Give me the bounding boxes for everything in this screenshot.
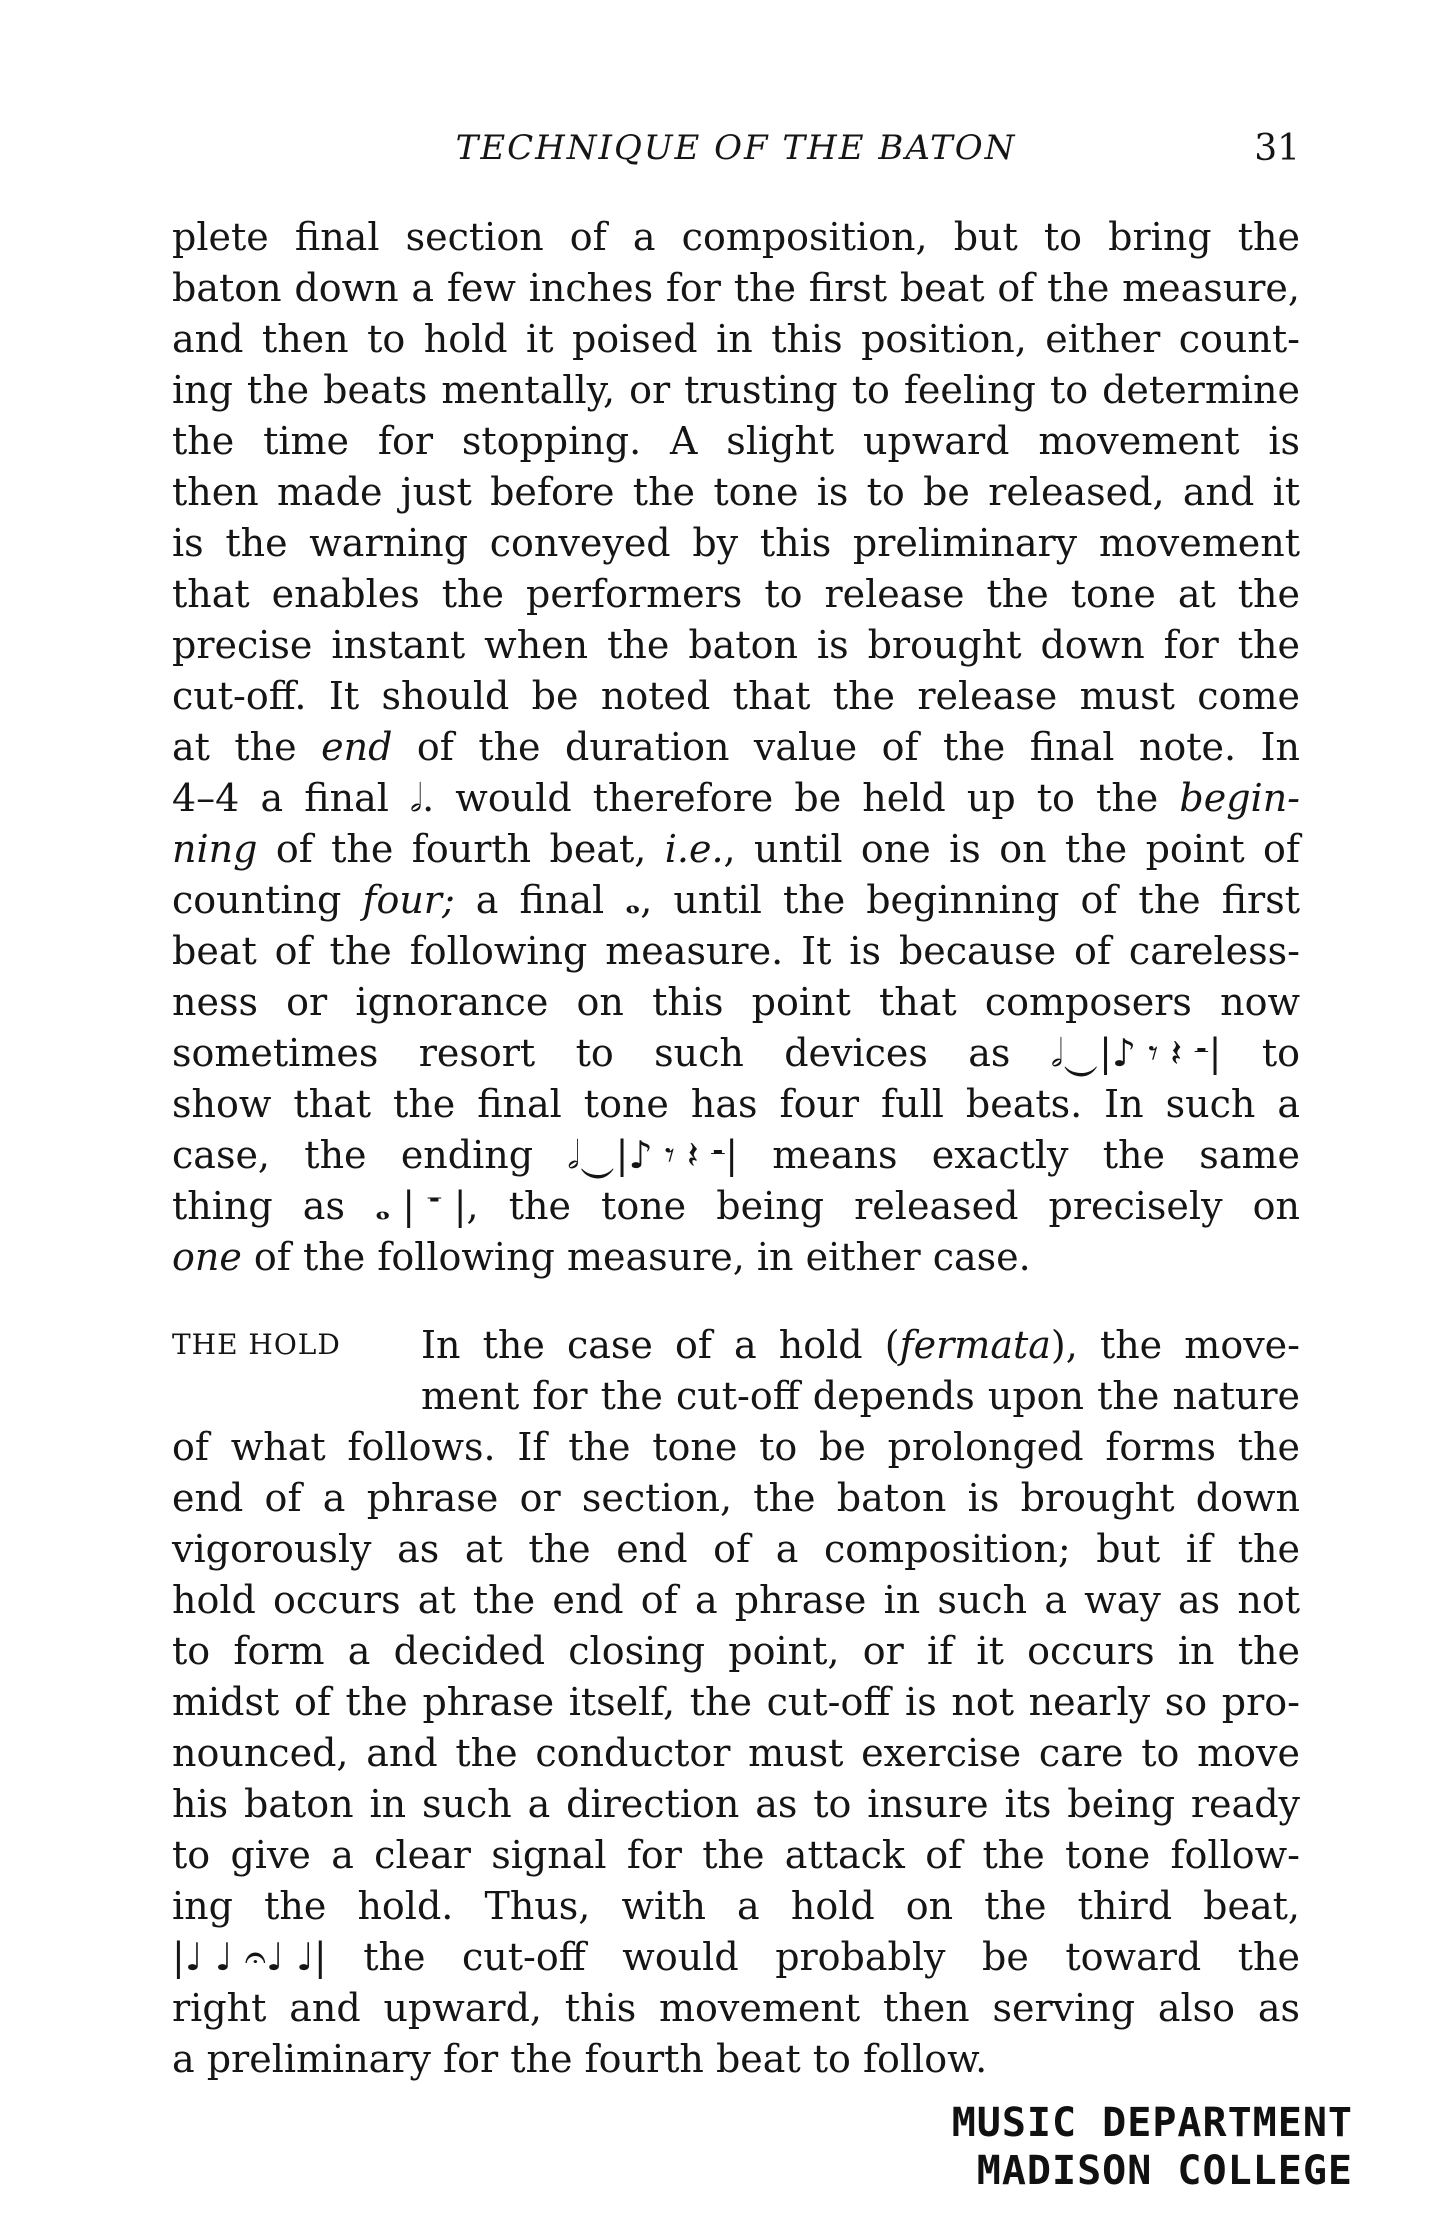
library-stamp-line-2: MADISON COLLEGE (976, 2148, 1353, 2194)
running-title: TECHNIQUE OF THE BATON (455, 128, 1017, 168)
text-line: end of a phrase or section, the baton is brought down (172, 1476, 1300, 1520)
text-line: ing the beats mentally, or trusting to feeling to determine (172, 368, 1300, 412)
music-notation-icon: 𝅝 | 𝄻 | (375, 1184, 467, 1228)
text-line: |♩ ♩ 𝄐♩ ♩| the cut-off would probably be toward the (172, 1932, 1300, 1982)
text-line: beat of the following measure. It is because of careless- (172, 929, 1300, 973)
text-line: ness or ignorance on this point that composers now (172, 980, 1300, 1024)
text-line: midst of the phrase itself, the cut-off is not nearly so pro- (172, 1680, 1300, 1724)
text-line: that enables the performers to release the tone at the (172, 572, 1300, 616)
italic-end: end (321, 725, 393, 769)
text-line: the time for stopping. A slight upward movement is (172, 419, 1300, 463)
text-line: hold occurs at the end of a phrase in such a way as not (172, 1578, 1300, 1622)
text-line: In the case of a hold (fermata), the move- (421, 1323, 1300, 1367)
text-line: then made just before the tone is to be released, and it (172, 470, 1300, 514)
text-line: case, the ending 𝅗𝅥‿|♪ 𝄾 𝄽 𝄼| means exactly the same (172, 1130, 1300, 1180)
text-line: a preliminary for the fourth beat to follow. (172, 2037, 988, 2081)
text-line: to give a clear signal for the attack of the tone follow- (172, 1833, 1300, 1877)
sidehead-the-hold: THE HOLD (172, 1328, 341, 1361)
text-line: nounced, and the conductor must exercise care to move (172, 1731, 1300, 1775)
whole-note-icon: 𝅝 (625, 878, 641, 922)
text-line: and then to hold it poised in this position, either count- (172, 317, 1300, 361)
text-line: baton down a few inches for the first beat of the measure, (172, 266, 1300, 310)
dotted-half-note-icon: 𝅗𝅥. (410, 776, 435, 820)
music-notation-icon: 𝅗𝅥‿|♪ 𝄾 𝄽 𝄼| (567, 1133, 739, 1177)
music-notation-icon: |♩ ♩ 𝄐♩ ♩| (172, 1935, 327, 1979)
text-line: to form a decided closing point, or if it occurs in the (172, 1629, 1300, 1673)
music-notation-icon: 𝅗𝅥‿|♪ 𝄾 𝄽 𝄼| (1050, 1031, 1222, 1075)
text-line: ing the hold. Thus, with a hold on the third beat, (172, 1884, 1300, 1928)
text-line: his baton in such a direction as to insure its being ready (172, 1782, 1300, 1826)
text-line: one of the following measure, in either case. (172, 1235, 1031, 1279)
page-number: 31 (1254, 128, 1300, 169)
text-line: thing as 𝅝 | 𝄻 |, the tone being released precisely on (172, 1181, 1300, 1231)
text-line: right and upward, this movement then serving also as (172, 1986, 1300, 2030)
text-line: sometimes resort to such devices as 𝅗𝅥‿|♪ 𝄾 𝄽 𝄼| to (172, 1028, 1300, 1078)
text-line: show that the final tone has four full beats. In such a (172, 1082, 1300, 1126)
text-line: 4–4 a final 𝅗𝅥. would therefore be held up to the begin- (172, 773, 1300, 823)
text-line: precise instant when the baton is brought down for the (172, 623, 1300, 667)
text-line: of what follows. If the tone to be prolonged forms the (172, 1425, 1300, 1469)
text-line: is the warning conveyed by this preliminary movement (172, 521, 1300, 565)
text-line: ning of the fourth beat, i.e., until one is on the point of (172, 827, 1300, 871)
text-line: cut-off. It should be noted that the release must come (172, 674, 1300, 718)
text-line: counting four; a final 𝅝, until the beginning of the first (172, 875, 1300, 925)
library-stamp-line-1: MUSIC DEPARTMENT (951, 2100, 1353, 2146)
page-header (172, 128, 1300, 178)
text-line: at the end of the duration value of the final note. In (172, 725, 1300, 769)
text-line: ment for the cut-off depends upon the nature (421, 1374, 1300, 1418)
text-line: vigorously as at the end of a composition; but if the (172, 1527, 1300, 1571)
text-line: plete final section of a composition, but to bring the (172, 215, 1300, 259)
